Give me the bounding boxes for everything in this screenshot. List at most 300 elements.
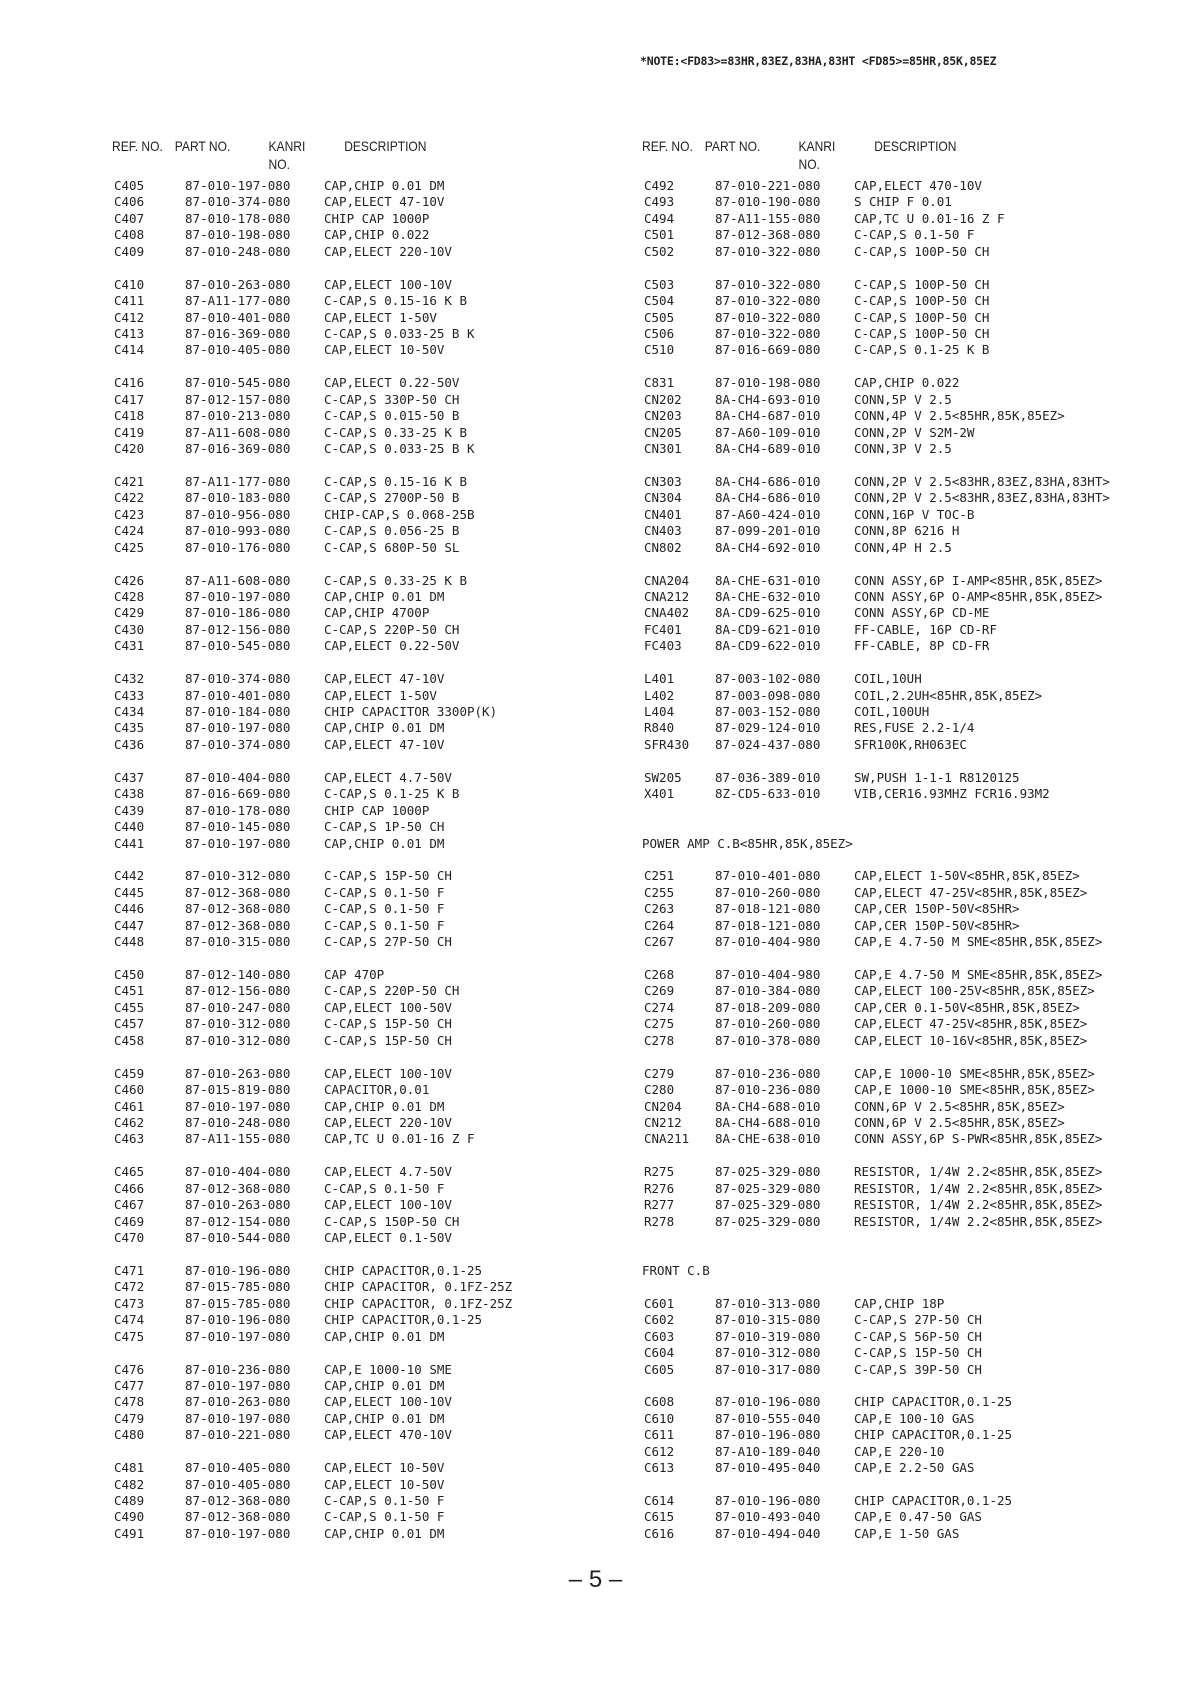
- header-ref-no: REF. NO.: [642, 138, 693, 154]
- description-cell: C-CAP,S 0.1-25 K B: [324, 786, 460, 802]
- table-row: [642, 342, 1162, 358]
- description-cell: C-CAP,S 330P-50 CH: [324, 391, 460, 407]
- row-spacer: [112, 457, 632, 473]
- ref-no-cell: CNA402: [644, 605, 690, 621]
- ref-no-cell: C263: [644, 901, 675, 917]
- part-no-cell: 87-010-495-040: [715, 1460, 821, 1476]
- part-no-cell: 87-010-374-080: [185, 194, 291, 210]
- part-no-cell: 87-012-368-080: [185, 1493, 291, 1508]
- part-no-cell: 87-010-221-080: [185, 1427, 291, 1443]
- ref-no-cell: C602: [644, 1312, 675, 1328]
- table-row: [112, 1312, 632, 1328]
- ref-no-cell: C451: [114, 983, 145, 999]
- description-cell: C-CAP,S 100P-50 CH: [854, 325, 990, 341]
- part-no-cell: 8A-CH4-692-010: [715, 539, 821, 555]
- description-cell: CAP,E 1000-10 SME: [324, 1361, 452, 1377]
- ref-no-cell: C473: [114, 1295, 145, 1311]
- ref-no-cell: C614: [644, 1493, 675, 1508]
- ref-no-cell: C463: [114, 1131, 145, 1147]
- part-no-cell: 87-010-494-040: [715, 1525, 821, 1541]
- ref-no-cell: C251: [644, 868, 675, 884]
- ref-no-cell: C601: [644, 1295, 675, 1311]
- ref-no-cell: FC401: [644, 621, 682, 637]
- part-no-cell: 8A-CH4-689-010: [715, 441, 821, 456]
- row-spacer: [112, 655, 632, 671]
- row-spacer: [642, 1049, 1162, 1065]
- ref-no-cell: CN403: [644, 523, 682, 539]
- table-row: [642, 1296, 1162, 1312]
- part-no-cell: 87-010-312-080: [185, 1016, 291, 1032]
- table-row: [112, 1378, 632, 1394]
- parts-column-right: [642, 138, 1162, 1542]
- part-no-cell: 87-A11-608-080: [185, 572, 291, 588]
- table-row: [112, 523, 632, 539]
- part-no-cell: 87-010-322-080: [715, 293, 821, 309]
- part-no-cell: 87-010-401-080: [185, 309, 291, 325]
- description-cell: CAP 470P: [324, 967, 385, 982]
- row-spacer: [642, 1378, 1162, 1394]
- row-spacer: [642, 655, 1162, 671]
- ref-no-cell: CN304: [644, 490, 682, 506]
- ref-no-cell: C615: [644, 1509, 675, 1525]
- table-row: [642, 1082, 1162, 1098]
- part-no-cell: 87-015-819-080: [185, 1082, 291, 1098]
- table-row: [642, 1164, 1162, 1180]
- table-row: [642, 1394, 1162, 1410]
- part-no-cell: 87-012-368-080: [185, 901, 291, 917]
- ref-no-cell: C408: [114, 227, 145, 243]
- table-row: [112, 293, 632, 309]
- description-cell: CAP,E 1000-10 SME<85HR,85K,85EZ>: [854, 1065, 1095, 1081]
- description-cell: CAP,E 220-10: [854, 1443, 945, 1459]
- table-row: [642, 967, 1162, 983]
- description-cell: CONN,5P V 2.5: [854, 391, 952, 407]
- table-row: [112, 1115, 632, 1131]
- ref-no-cell: C448: [114, 934, 145, 950]
- ref-no-cell: C465: [114, 1164, 145, 1180]
- description-cell: COIL,10UH: [854, 671, 922, 687]
- table-row: [112, 1214, 632, 1230]
- table-row: [642, 868, 1162, 884]
- ref-no-cell: C424: [114, 523, 145, 539]
- ref-no-cell: C510: [644, 342, 675, 358]
- description-cell: C-CAP,S 220P-50 CH: [324, 983, 460, 999]
- part-no-cell: 87-010-405-080: [185, 1460, 291, 1476]
- ref-no-cell: C501: [644, 227, 675, 243]
- description-cell: CHIP CAPACITOR, 0.1FZ-25Z: [324, 1295, 513, 1311]
- description-cell: SFR100K,RH063EC: [854, 736, 967, 752]
- header-ref-no: REF. NO.: [112, 138, 163, 154]
- description-cell: CAP,ELECT 100-10V: [324, 1197, 452, 1213]
- table-row: [112, 1197, 632, 1213]
- description-cell: CAP,ELECT 0.22-50V: [324, 638, 460, 654]
- table-row: [642, 622, 1162, 638]
- ref-no-cell: C429: [114, 605, 145, 621]
- description-cell: CAP,ELECT 100-10V: [324, 1065, 452, 1081]
- table-row: [642, 1362, 1162, 1378]
- ref-no-cell: C489: [114, 1493, 145, 1508]
- ref-no-cell: CN212: [644, 1114, 682, 1130]
- part-no-cell: 87-010-145-080: [185, 819, 291, 835]
- part-no-cell: 87-010-322-080: [715, 243, 821, 259]
- table-row: [642, 1016, 1162, 1032]
- description-cell: CAP,CHIP 0.01 DM: [324, 1525, 445, 1541]
- description-cell: CHIP CAPACITOR,0.1-25: [324, 1262, 483, 1278]
- part-no-cell: 87-010-312-080: [185, 1032, 291, 1048]
- ref-no-cell: C604: [644, 1345, 675, 1361]
- table-row: [642, 194, 1162, 210]
- description-cell: CAP,ELECT 220-10V: [324, 1114, 452, 1130]
- ref-no-cell: C416: [114, 375, 145, 391]
- ref-no-cell: C435: [114, 720, 145, 736]
- ref-no-cell: C493: [644, 194, 675, 210]
- ref-no-cell: C447: [114, 917, 145, 933]
- table-row: [642, 573, 1162, 589]
- part-no-cell: 87-010-197-080: [185, 1410, 291, 1426]
- part-no-cell: 87-010-186-080: [185, 605, 291, 621]
- part-no-cell: 87-010-248-080: [185, 1114, 291, 1130]
- row-spacer: [642, 951, 1162, 967]
- description-cell: CAP,E 100-10 GAS: [854, 1410, 975, 1426]
- part-no-cell: 8A-CHE-632-010: [715, 588, 821, 604]
- description-cell: CAP,CHIP 0.01 DM: [324, 1377, 445, 1393]
- part-no-cell: 87-012-154-080: [185, 1213, 291, 1229]
- table-row: [642, 1000, 1162, 1016]
- table-row: [112, 836, 632, 852]
- description-cell: C-CAP,S 56P-50 CH: [854, 1328, 982, 1344]
- description-cell: CHIP CAPACITOR,0.1-25: [324, 1312, 483, 1328]
- part-no-cell: 87-016-369-080: [185, 441, 291, 456]
- part-no-cell: 87-010-405-080: [185, 342, 291, 358]
- row-spacer: [112, 852, 632, 868]
- description-cell: CAP,CHIP 0.022: [854, 375, 960, 391]
- row-spacer: [642, 852, 1162, 868]
- row-spacer: [642, 1148, 1162, 1164]
- table-row: [112, 408, 632, 424]
- ref-no-cell: C407: [114, 210, 145, 226]
- description-cell: CAP,ELECT 47-25V<85HR,85K,85EZ>: [854, 1016, 1088, 1032]
- ref-no-cell: C422: [114, 490, 145, 506]
- table-row: [642, 490, 1162, 506]
- part-no-cell: 87-025-329-080: [715, 1213, 821, 1229]
- ref-no-cell: C470: [114, 1230, 145, 1245]
- header-part-no: PART NO.: [704, 138, 761, 154]
- description-cell: C-CAP,S 100P-50 CH: [854, 309, 990, 325]
- table-row: [642, 589, 1162, 605]
- description-cell: C-CAP,S 0.1-50 F: [324, 1180, 445, 1196]
- description-cell: CAP,CHIP 0.01 DM: [324, 588, 445, 604]
- ref-no-cell: C275: [644, 1016, 675, 1032]
- description-cell: CAP,ELECT 47-10V: [324, 194, 445, 210]
- table-row: [642, 310, 1162, 326]
- table-row: [112, 441, 632, 457]
- ref-no-cell: C482: [114, 1476, 145, 1492]
- table-row: [112, 326, 632, 342]
- row-spacer: [642, 819, 1162, 835]
- header-description: DESCRIPTION: [874, 138, 957, 154]
- table-row: [112, 375, 632, 391]
- table-row: [112, 885, 632, 901]
- part-no-cell: 87-025-329-080: [715, 1164, 821, 1180]
- part-no-cell: 87-010-401-080: [715, 868, 821, 884]
- part-no-cell: 87-010-221-080: [715, 178, 821, 193]
- ref-no-cell: C437: [114, 769, 145, 785]
- part-no-cell: 8A-CD9-622-010: [715, 638, 821, 654]
- part-no-cell: 87-010-178-080: [185, 210, 291, 226]
- description-cell: C-CAP,S 0.1-25 K B: [854, 342, 990, 358]
- table-row: [112, 178, 632, 194]
- row-spacer: [642, 1230, 1162, 1246]
- row-spacer: [112, 1345, 632, 1361]
- ref-no-cell: CN202: [644, 391, 682, 407]
- table-row: [642, 1131, 1162, 1147]
- part-no-cell: 87-010-197-080: [185, 1328, 291, 1344]
- description-cell: CAP,ELECT 4.7-50V: [324, 769, 452, 785]
- part-no-cell: 87-010-197-080: [185, 720, 291, 736]
- table-row: [642, 901, 1162, 917]
- ref-no-cell: L404: [644, 704, 675, 719]
- table-row: [112, 507, 632, 523]
- table-row: [112, 983, 632, 999]
- parts-column-left: [112, 138, 632, 1542]
- part-no-cell: 87-010-322-080: [715, 309, 821, 325]
- ref-no-cell: C450: [114, 967, 145, 982]
- table-row: [642, 786, 1162, 802]
- table-row: [112, 1427, 632, 1443]
- part-no-cell: 8A-CD9-625-010: [715, 605, 821, 621]
- part-no-cell: 87-010-384-080: [715, 983, 821, 999]
- ref-no-cell: C436: [114, 736, 145, 752]
- part-no-cell: 87-029-124-010: [715, 720, 821, 736]
- part-no-cell: 87-012-140-080: [185, 967, 291, 982]
- table-row: [642, 688, 1162, 704]
- table-row: [642, 1181, 1162, 1197]
- table-row: [112, 1230, 632, 1246]
- ref-no-cell: C608: [644, 1394, 675, 1410]
- parts-list-right: [642, 178, 1162, 1542]
- table-row: [112, 1493, 632, 1509]
- table-row: [642, 720, 1162, 736]
- table-row: [112, 1477, 632, 1493]
- description-cell: C-CAP,S 15P-50 CH: [324, 868, 452, 884]
- table-row: [642, 1099, 1162, 1115]
- part-no-cell: 87-A11-608-080: [185, 424, 291, 440]
- ref-no-cell: C479: [114, 1410, 145, 1426]
- row-spacer: [642, 556, 1162, 572]
- part-no-cell: 87-012-368-080: [185, 1180, 291, 1196]
- row-spacer: [112, 1444, 632, 1460]
- row-spacer: [112, 753, 632, 769]
- table-row: [642, 737, 1162, 753]
- part-no-cell: 87-010-197-080: [185, 1377, 291, 1393]
- description-cell: CAP,ELECT 1-50V: [324, 309, 437, 325]
- ref-no-cell: C476: [114, 1361, 145, 1377]
- ref-no-cell: C603: [644, 1328, 675, 1344]
- description-cell: CAP,E 1-50 GAS: [854, 1525, 960, 1541]
- table-row: [642, 178, 1162, 194]
- description-cell: C-CAP,S 0.33-25 K B: [324, 572, 467, 588]
- part-no-cell: 87-010-197-080: [185, 1525, 291, 1541]
- description-cell: CAP,CHIP 18P: [854, 1295, 945, 1311]
- table-row: [642, 540, 1162, 556]
- description-cell: CHIP CAPACITOR, 0.1FZ-25Z: [324, 1279, 513, 1295]
- ref-no-cell: R275: [644, 1164, 675, 1180]
- table-row: [642, 441, 1162, 457]
- ref-no-cell: FC403: [644, 638, 682, 654]
- part-no-cell: 87-A11-177-080: [185, 293, 291, 309]
- part-no-cell: 87-010-260-080: [715, 884, 821, 900]
- row-spacer: [642, 260, 1162, 276]
- ref-no-cell: C478: [114, 1394, 145, 1410]
- description-cell: C-CAP,S 0.015-50 B: [324, 408, 460, 424]
- description-cell: C-CAP,S 15P-50 CH: [324, 1032, 452, 1048]
- description-cell: CAP,ELECT 10-50V: [324, 342, 445, 358]
- ref-no-cell: C278: [644, 1032, 675, 1048]
- description-cell: CAP,ELECT 4.7-50V: [324, 1164, 452, 1180]
- ref-no-cell: C505: [644, 309, 675, 325]
- description-cell: CAP,CER 0.1-50V<85HR,85K,85EZ>: [854, 999, 1080, 1015]
- ref-no-cell: C423: [114, 506, 145, 522]
- part-no-cell: 87-A11-177-080: [185, 473, 291, 489]
- ref-no-cell: CNA211: [644, 1131, 690, 1147]
- table-row: [642, 507, 1162, 523]
- description-cell: C-CAP,S 0.1-50 F: [324, 1509, 445, 1525]
- part-no-cell: 87-018-121-080: [715, 917, 821, 933]
- ref-no-cell: C430: [114, 621, 145, 637]
- table-row: [112, 737, 632, 753]
- table-row: [112, 589, 632, 605]
- part-no-cell: 87-010-374-080: [185, 671, 291, 687]
- ref-no-cell: R276: [644, 1180, 675, 1196]
- ref-no-cell: SFR430: [644, 736, 690, 752]
- part-no-cell: 87-010-312-080: [185, 868, 291, 884]
- description-cell: CONN,4P V 2.5<85HR,85K,85EZ>: [854, 408, 1065, 424]
- table-row: [642, 1066, 1162, 1082]
- table-row: [112, 967, 632, 983]
- description-cell: C-CAP,S 15P-50 CH: [854, 1345, 982, 1361]
- ref-no-cell: C831: [644, 375, 675, 391]
- description-cell: CAP,E 2.2-50 GAS: [854, 1460, 975, 1476]
- ref-no-cell: C411: [114, 293, 145, 309]
- header-description: DESCRIPTION: [344, 138, 427, 154]
- description-cell: C-CAP,S 150P-50 CH: [324, 1213, 460, 1229]
- part-no-cell: 87-010-322-080: [715, 325, 821, 341]
- table-row: [112, 688, 632, 704]
- table-row: [112, 786, 632, 802]
- part-no-cell: 87-016-669-080: [185, 786, 291, 802]
- row-spacer: [112, 1049, 632, 1065]
- ref-no-cell: C462: [114, 1114, 145, 1130]
- part-no-cell: 8A-CD9-621-010: [715, 621, 821, 637]
- part-no-cell: 87-010-315-080: [715, 1312, 821, 1328]
- table-row: [112, 770, 632, 786]
- table-row: [112, 1362, 632, 1378]
- ref-no-cell: C494: [644, 210, 675, 226]
- part-no-cell: 87-010-545-080: [185, 638, 291, 654]
- table-row: [112, 1460, 632, 1476]
- part-no-cell: 87-010-404-980: [715, 967, 821, 982]
- ref-no-cell: C410: [114, 276, 145, 292]
- description-cell: C-CAP,S 0.1-50 F: [324, 901, 445, 917]
- part-no-cell: 87-003-098-080: [715, 687, 821, 703]
- description-cell: CAP,E 1000-10 SME<85HR,85K,85EZ>: [854, 1082, 1095, 1098]
- ref-no-cell: C439: [114, 802, 145, 818]
- ref-no-cell: C460: [114, 1082, 145, 1098]
- part-no-cell: 87-010-315-080: [185, 934, 291, 950]
- ref-no-cell: CN401: [644, 506, 682, 522]
- header-part-no: PART NO.: [174, 138, 231, 154]
- part-no-cell: 87-010-263-080: [185, 1197, 291, 1213]
- ref-no-cell: R840: [644, 720, 675, 736]
- table-row: [112, 310, 632, 326]
- table-row: [112, 1131, 632, 1147]
- part-no-cell: 87-010-374-080: [185, 736, 291, 752]
- table-row: [112, 1329, 632, 1345]
- description-cell: CAP,TC U 0.01-16 Z F: [324, 1131, 475, 1147]
- ref-no-cell: C433: [114, 687, 145, 703]
- description-cell: C-CAP,S 0.15-16 K B: [324, 293, 467, 309]
- part-no-cell: 87-010-197-080: [185, 588, 291, 604]
- table-row: [642, 1526, 1162, 1542]
- table-row: [642, 375, 1162, 391]
- table-row: [642, 605, 1162, 621]
- description-cell: C-CAP,S 0.1-50 F: [324, 884, 445, 900]
- ref-no-cell: C280: [644, 1082, 675, 1098]
- header-kanri-no: NO.: [798, 156, 820, 172]
- part-no-cell: 87-010-260-080: [715, 1016, 821, 1032]
- part-no-cell: 8A-CH4-686-010: [715, 473, 821, 489]
- part-no-cell: 87-010-196-080: [185, 1312, 291, 1328]
- part-no-cell: 87-010-248-080: [185, 243, 291, 259]
- ref-no-cell: C440: [114, 819, 145, 835]
- row-spacer: [112, 1148, 632, 1164]
- description-cell: CHIP CAPACITOR,0.1-25: [854, 1394, 1013, 1410]
- table-row: [112, 1263, 632, 1279]
- ref-no-cell: C503: [644, 276, 675, 292]
- part-no-cell: 87-010-312-080: [715, 1345, 821, 1361]
- table-row: [112, 573, 632, 589]
- part-no-cell: 87-010-263-080: [185, 1065, 291, 1081]
- part-no-cell: 87-010-197-080: [185, 1098, 291, 1114]
- ref-no-cell: C466: [114, 1180, 145, 1196]
- table-row: [112, 704, 632, 720]
- part-no-cell: 87-012-368-080: [715, 227, 821, 243]
- table-row: [642, 934, 1162, 950]
- part-no-cell: 87-010-544-080: [185, 1230, 291, 1245]
- table-row: [112, 425, 632, 441]
- ref-no-cell: C502: [644, 243, 675, 259]
- table-row: [112, 720, 632, 736]
- table-row: [112, 819, 632, 835]
- description-cell: CAP,ELECT 47-25V<85HR,85K,85EZ>: [854, 884, 1088, 900]
- table-row: [112, 1066, 632, 1082]
- table-row: [112, 1509, 632, 1525]
- row-spacer: [642, 803, 1162, 819]
- table-row: [112, 1000, 632, 1016]
- ref-no-cell: C409: [114, 243, 145, 259]
- ref-no-cell: X401: [644, 786, 675, 802]
- description-cell: CHIP CAP 1000P: [324, 210, 430, 226]
- ref-no-cell: C425: [114, 539, 145, 555]
- part-no-cell: 87-012-368-080: [185, 917, 291, 933]
- table-row: [112, 1099, 632, 1115]
- table-row: [642, 293, 1162, 309]
- description-cell: CONN,2P V S2M-2W: [854, 424, 975, 440]
- table-row: [112, 1526, 632, 1542]
- part-no-cell: 87-010-196-080: [715, 1394, 821, 1410]
- table-row: [112, 803, 632, 819]
- table-row: [642, 1411, 1162, 1427]
